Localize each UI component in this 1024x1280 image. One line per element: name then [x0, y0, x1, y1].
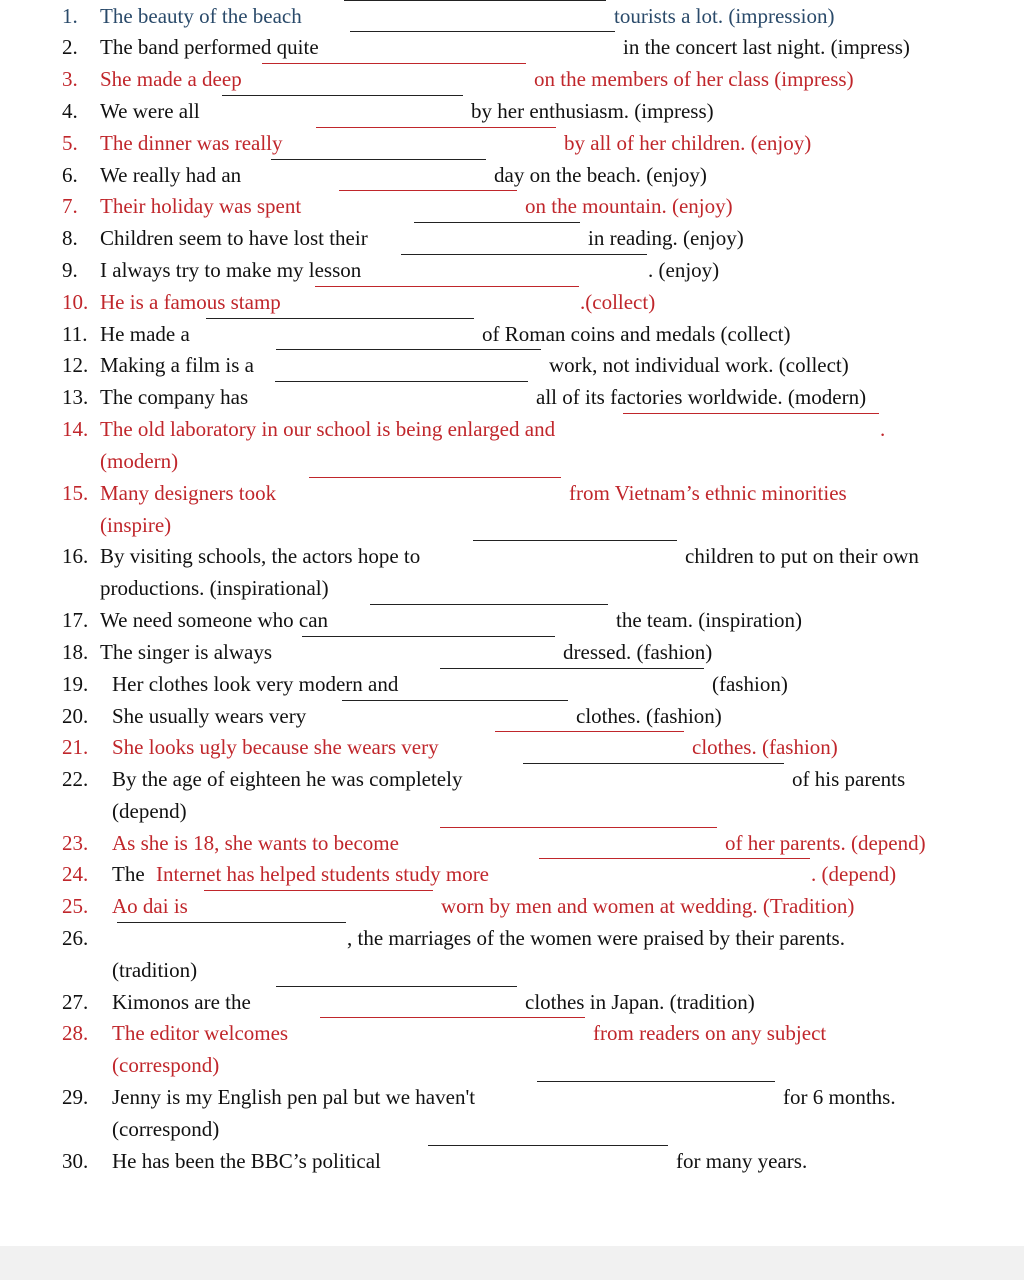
answer-blank[interactable]	[275, 381, 528, 382]
item-text-after-blank: of his parents	[792, 767, 906, 791]
item-text-after-blank: work, not individual work. (collect)	[549, 353, 849, 377]
item-text-after-blank: .	[880, 417, 886, 441]
item-text-before-blank: Kimonos are the	[112, 990, 251, 1014]
item-text-after-blank: . (enjoy)	[648, 258, 720, 282]
item-text-before-blank: She looks ugly because she wears very	[112, 735, 439, 759]
item-number: 23.	[62, 831, 89, 855]
answer-blank[interactable]	[276, 349, 541, 350]
item-text-after-blank: from Vietnam’s ethnic minorities	[569, 481, 847, 505]
item-text-before-blank: She usually wears very	[112, 704, 307, 728]
exercise-item	[0, 827, 1024, 859]
item-text-after-blank: on the mountain. (enjoy)	[525, 194, 733, 218]
item-number: 25.	[62, 894, 89, 918]
item-text-after-blank: of Roman coins and medals (collect)	[482, 322, 791, 346]
answer-blank[interactable]	[222, 95, 463, 96]
item-text-before-blank: She made a deep	[100, 67, 242, 91]
item-text-before-blank: We need someone who can	[100, 608, 329, 632]
item-text-continuation: (correspond)	[112, 1117, 220, 1141]
item-text-continuation: (correspond)	[112, 1053, 220, 1077]
exercise-item	[0, 254, 1024, 286]
exercise-item	[0, 890, 1024, 922]
item-number: 16.	[62, 544, 89, 568]
exercise-item	[0, 95, 1024, 127]
item-number: 28.	[62, 1021, 89, 1045]
item-text-before-blank: Her clothes look very modern and	[112, 672, 399, 696]
item-number: 2.	[62, 35, 78, 59]
item-number: 5.	[62, 131, 78, 155]
item-text-before-blank: The dinner was really	[100, 131, 283, 155]
item-number: 24.	[62, 862, 89, 886]
item-number: 29.	[62, 1085, 89, 1109]
answer-blank[interactable]	[537, 1081, 775, 1082]
page-footer-band	[0, 1246, 1024, 1280]
answer-blank[interactable]	[204, 890, 433, 891]
item-text-before-blank: He made a	[100, 322, 190, 346]
answer-blank[interactable]	[344, 0, 606, 1]
exercise-item	[0, 477, 1024, 509]
item-number: 19.	[62, 672, 89, 696]
item-text-after-blank: the team. (inspiration)	[616, 608, 803, 632]
item-text-after-blank: clothes. (fashion)	[576, 704, 722, 728]
item-text-after-blank: in the concert last night. (impress)	[623, 35, 910, 59]
item-text-after-blank: . (depend)	[811, 862, 897, 886]
item-number: 22.	[62, 767, 89, 791]
exercise-item-continuation	[0, 572, 1024, 604]
item-text-after-blank: from readers on any subject	[593, 1021, 827, 1045]
item-text-lead: The	[112, 862, 145, 886]
item-text-after-blank: .(collect)	[580, 290, 656, 314]
answer-blank[interactable]	[117, 922, 346, 923]
item-text-before-blank: Children seem to have lost their	[100, 226, 368, 250]
item-text-before-blank: The singer is always	[100, 640, 273, 664]
item-text-after-blank: dressed. (fashion)	[563, 640, 713, 664]
item-text-after-blank: in reading. (enjoy)	[588, 226, 744, 250]
item-text-after-blank: by her enthusiasm. (impress)	[471, 99, 714, 123]
exercise-item	[0, 636, 1024, 668]
exercise-item	[0, 922, 1024, 954]
item-text-before-blank: We were all	[100, 99, 200, 123]
item-text-after-blank: clothes. (fashion)	[692, 735, 838, 759]
answer-blank[interactable]	[320, 1017, 585, 1018]
answer-blank[interactable]	[428, 1145, 668, 1146]
item-text-before-blank: I always try to make my lesson	[100, 258, 362, 282]
item-text-before-blank: He is a famous stamp	[100, 290, 281, 314]
item-number: 9.	[62, 258, 78, 282]
exercise-item	[0, 286, 1024, 318]
exercise-item-continuation	[0, 795, 1024, 827]
item-text-before-blank: He has been the BBC’s political	[112, 1149, 381, 1173]
item-text-before-blank: As she is 18, she wants to become	[112, 831, 399, 855]
answer-blank[interactable]	[316, 127, 556, 128]
exercise-item	[0, 159, 1024, 191]
item-number: 13.	[62, 385, 89, 409]
answer-blank[interactable]	[339, 190, 517, 191]
item-number: 11.	[62, 322, 88, 346]
item-number: 1.	[62, 4, 78, 28]
exercise-item	[0, 731, 1024, 763]
item-text-after-blank: (fashion)	[712, 672, 788, 696]
item-number: 12.	[62, 353, 89, 377]
item-text-after-blank: for many years.	[676, 1149, 808, 1173]
exercise-item	[0, 127, 1024, 159]
exercise-item	[0, 318, 1024, 350]
item-text-after-blank: of her parents. (depend)	[725, 831, 926, 855]
exercise-item-continuation	[0, 509, 1024, 541]
exercise-item-continuation	[0, 445, 1024, 477]
item-number: 6.	[62, 163, 78, 187]
item-text-continuation: (inspire)	[100, 513, 172, 537]
item-text-after-blank: for 6 months.	[783, 1085, 896, 1109]
item-text-after-blank: worn by men and women at wedding. (Tradition)	[441, 894, 855, 918]
answer-blank[interactable]	[623, 413, 879, 414]
item-text-continuation: productions. (inspirational)	[100, 576, 329, 600]
answer-blank[interactable]	[342, 700, 568, 701]
item-number: 7.	[62, 194, 78, 218]
item-text-before-blank: The editor welcomes	[112, 1021, 289, 1045]
exercise-item-continuation	[0, 1113, 1024, 1145]
answer-blank[interactable]	[302, 636, 555, 637]
item-number: 18.	[62, 640, 89, 664]
exercise-item	[0, 540, 1024, 572]
answer-blank[interactable]	[414, 222, 580, 223]
item-text-before-blank: The beauty of the beach	[100, 4, 302, 28]
exercise-item	[0, 31, 1024, 63]
answer-blank[interactable]	[523, 763, 784, 764]
exercise-item	[0, 1081, 1024, 1113]
item-text-continuation: (modern)	[100, 449, 179, 473]
item-number: 30.	[62, 1149, 89, 1173]
exercise-item-continuation	[0, 954, 1024, 986]
item-text-after-blank: on the members of her class (impress)	[534, 67, 854, 91]
item-text-after-blank: all of its factories worldwide. (modern)	[536, 385, 867, 409]
item-number: 8.	[62, 226, 78, 250]
item-text-before-blank: The band performed quite	[100, 35, 319, 59]
item-text-after-blank: , the marriages of the women were praised by their parents.	[347, 926, 845, 950]
exercise-item	[0, 858, 1024, 890]
answer-blank[interactable]	[401, 254, 647, 255]
item-number: 3.	[62, 67, 78, 91]
exercise-item	[0, 986, 1024, 1018]
exercise-item	[0, 604, 1024, 636]
item-number: 20.	[62, 704, 89, 728]
exercise-item	[0, 0, 1024, 32]
item-text-before-blank: The old laboratory in our school is being enlarged and	[100, 417, 556, 441]
exercise-item-continuation	[0, 1049, 1024, 1081]
item-text-after-blank: children to put on their own	[685, 544, 919, 568]
answer-blank[interactable]	[206, 318, 474, 319]
item-text-before-blank: Their holiday was spent	[100, 194, 302, 218]
exercise-item	[0, 1017, 1024, 1049]
exercise-item	[0, 349, 1024, 381]
item-text-after-blank: day on the beach. (enjoy)	[494, 163, 707, 187]
item-text-before-blank: By the age of eighteen he was completely	[112, 767, 463, 791]
exercise-item	[0, 63, 1024, 95]
exercise-item	[0, 763, 1024, 795]
item-text-before-blank: Jenny is my English pen pal but we haven't	[112, 1085, 476, 1109]
item-text-before-blank: Ao dai is	[112, 894, 188, 918]
answer-blank[interactable]	[495, 731, 684, 732]
exercise-item	[0, 1145, 1024, 1177]
answer-blank[interactable]	[309, 477, 561, 478]
answer-blank[interactable]	[539, 858, 810, 859]
answer-blank[interactable]	[440, 668, 704, 669]
item-text-after-blank: clothes in Japan. (tradition)	[525, 990, 755, 1014]
exercise-item	[0, 190, 1024, 222]
exercise-item	[0, 413, 1024, 445]
item-number: 21.	[62, 735, 89, 759]
exercise-item	[0, 700, 1024, 732]
item-text-before-blank: Internet has helped students study more	[156, 862, 490, 886]
item-number: 27.	[62, 990, 89, 1014]
answer-blank[interactable]	[315, 286, 579, 287]
answer-blank[interactable]	[350, 31, 615, 32]
item-number: 14.	[62, 417, 89, 441]
item-text-before-blank: We really had an	[100, 163, 242, 187]
item-text-before-blank: Many designers took	[100, 481, 277, 505]
item-number: 10.	[62, 290, 89, 314]
exercise-item	[0, 222, 1024, 254]
item-text-before-blank: By visiting schools, the actors hope to	[100, 544, 421, 568]
exercise-item	[0, 668, 1024, 700]
exercise-item	[0, 381, 1024, 413]
answer-blank[interactable]	[262, 63, 526, 64]
item-number: 4.	[62, 99, 78, 123]
item-text-before-blank: The company has	[100, 385, 249, 409]
item-text-after-blank: tourists a lot. (impression)	[614, 4, 835, 28]
answer-blank[interactable]	[370, 604, 608, 605]
item-text-after-blank: by all of her children. (enjoy)	[564, 131, 812, 155]
item-text-continuation: (tradition)	[112, 958, 198, 982]
item-number: 15.	[62, 481, 89, 505]
answer-blank[interactable]	[271, 159, 486, 160]
item-number: 26.	[62, 926, 89, 950]
answer-blank[interactable]	[473, 540, 677, 541]
item-number: 17.	[62, 608, 89, 632]
item-text-before-blank: Making a film is a	[100, 353, 254, 377]
item-text-continuation: (depend)	[112, 799, 187, 823]
answer-blank[interactable]	[276, 986, 517, 987]
answer-blank[interactable]	[440, 827, 717, 828]
